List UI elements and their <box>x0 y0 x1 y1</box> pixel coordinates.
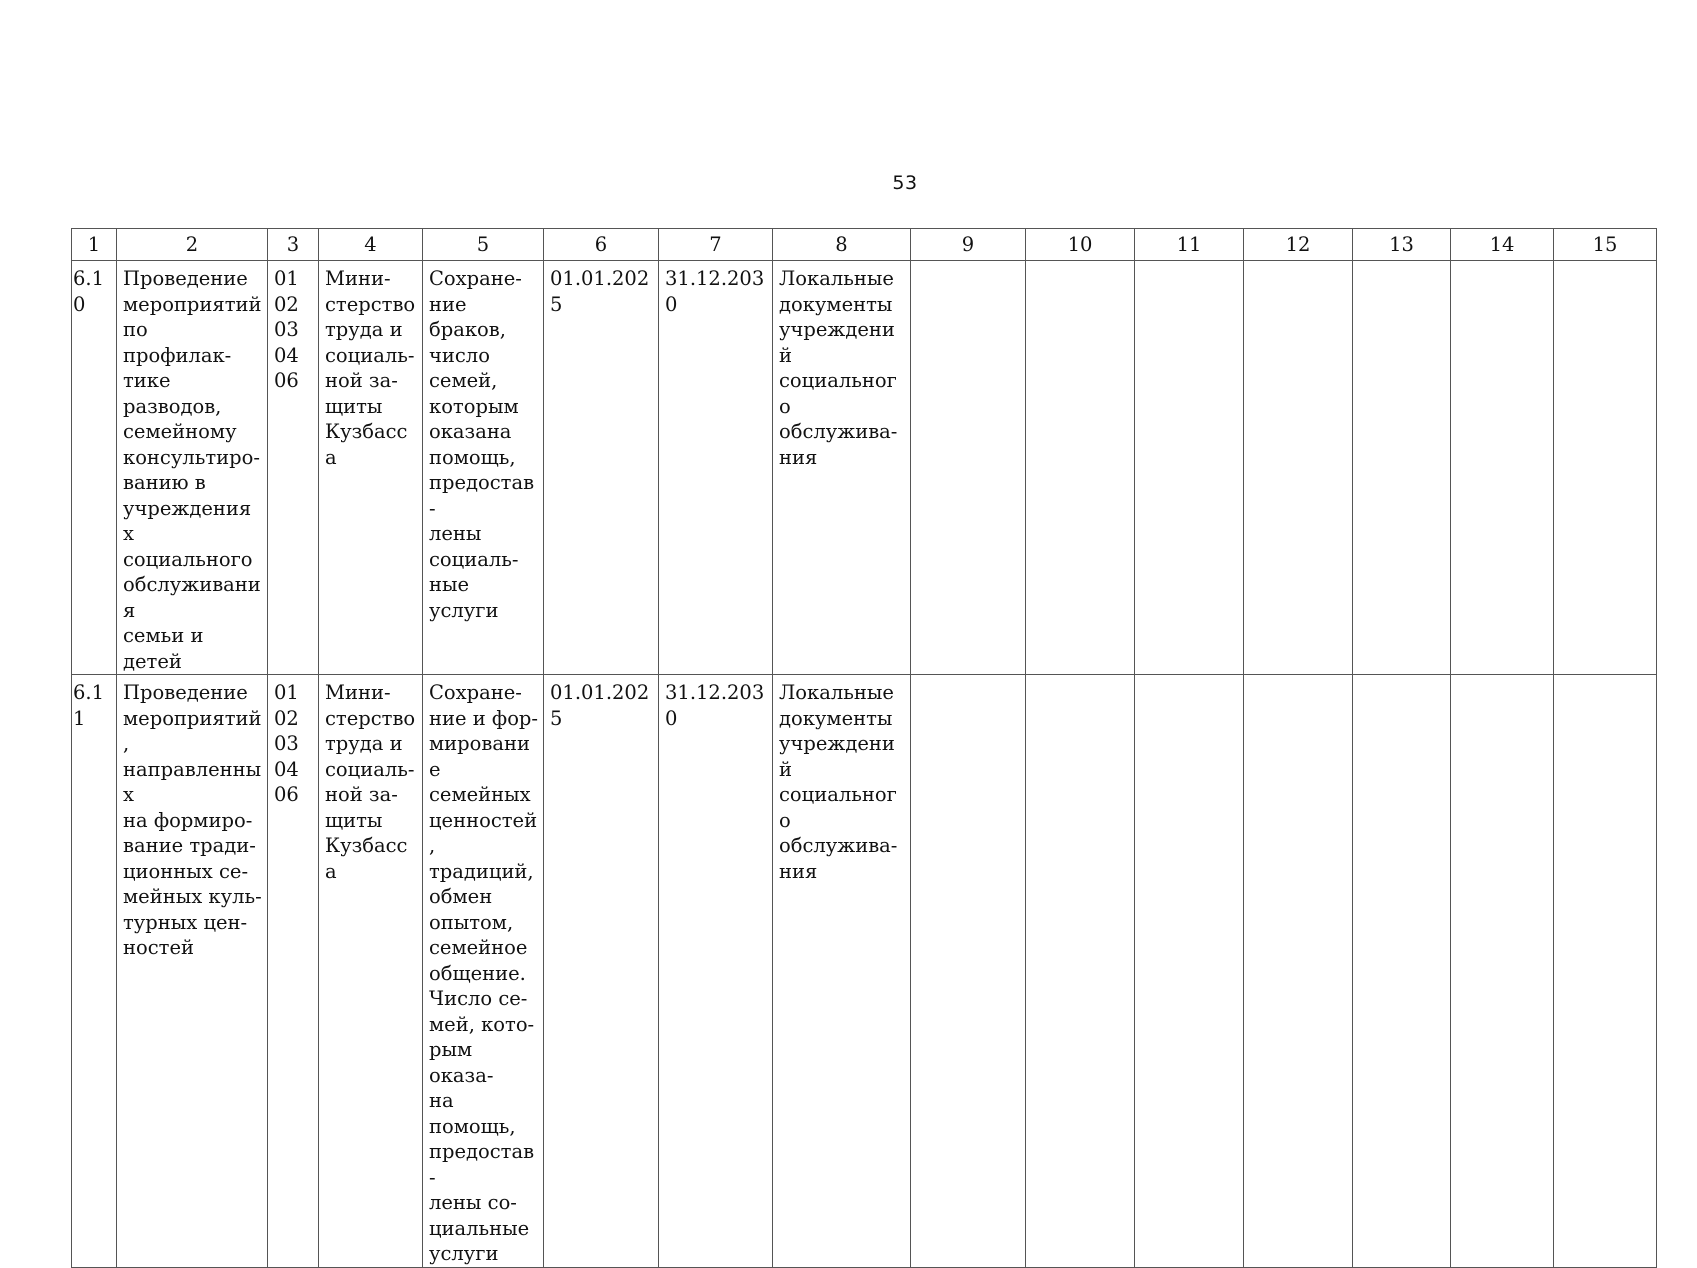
empty-cell <box>1353 675 1451 1268</box>
column-header: 4 <box>319 229 423 261</box>
empty-cell <box>1353 261 1451 675</box>
empty-cell <box>1244 675 1353 1268</box>
table-row <box>72 261 1657 675</box>
column-header: 6 <box>544 229 659 261</box>
result-cell: Сохране- ние браков, число семей, которым оказана помощь, предостав- лены социаль- ные услуги <box>423 261 544 675</box>
table-row <box>72 675 1657 1268</box>
row-number: 6.10 <box>72 261 117 675</box>
empty-cell <box>1451 261 1554 675</box>
documents-cell: Локальные документы учреждений социального обслужива- ния <box>773 675 911 1268</box>
column-header: 11 <box>1135 229 1244 261</box>
end-date-cell: 31.12.2030 <box>659 261 773 675</box>
executor-cell: Мини- стерство труда и социаль- ной за- щиты Кузбасса <box>319 675 423 1268</box>
documents-cell: Локальные документы учреждений социального обслужива- ния <box>773 261 911 675</box>
column-header: 8 <box>773 229 911 261</box>
column-header: 7 <box>659 229 773 261</box>
empty-cell <box>1135 261 1244 675</box>
empty-cell <box>1026 261 1135 675</box>
result-cell: Сохране- ние и фор- мирование семейных ценностей, традиций, обмен опытом, семейное общение. Число се- мей, кото- рым оказа- на помощь, предостав- лены со- циальные услуги <box>423 675 544 1268</box>
column-header: 2 <box>117 229 268 261</box>
empty-cell <box>1244 261 1353 675</box>
column-header: 3 <box>268 229 319 261</box>
empty-cell <box>911 261 1026 675</box>
empty-cell <box>1554 261 1657 675</box>
codes-cell: 01 02 03 04 06 <box>268 261 319 675</box>
empty-cell <box>1554 675 1657 1268</box>
column-header: 14 <box>1451 229 1554 261</box>
page-number: 53 <box>892 172 918 194</box>
end-date-cell: 31.12.2030 <box>659 675 773 1268</box>
start-date-cell: 01.01.2025 <box>544 261 659 675</box>
row-number: 6.11 <box>72 675 117 1268</box>
empty-cell <box>1026 675 1135 1268</box>
column-header: 12 <box>1244 229 1353 261</box>
column-header: 9 <box>911 229 1026 261</box>
column-header: 5 <box>423 229 544 261</box>
event-cell: Проведение мероприятий по профилак- тике разводов, семейному консультиро- ванию в учреждениях социального обслуживания семьи и детей <box>117 261 268 675</box>
executor-cell: Мини- стерство труда и социаль- ной за- щиты Кузбасса <box>319 261 423 675</box>
empty-cell <box>911 675 1026 1268</box>
event-cell: Проведение мероприятий, направленных на формиро- вание тради- ционных се- мейных куль- турных цен- ностей <box>117 675 268 1268</box>
column-header: 10 <box>1026 229 1135 261</box>
column-header: 1 <box>72 229 117 261</box>
plan-table <box>71 228 1657 1268</box>
empty-cell <box>1135 675 1244 1268</box>
table-header-row <box>72 229 1657 261</box>
column-header: 15 <box>1554 229 1657 261</box>
column-header: 13 <box>1353 229 1451 261</box>
codes-cell: 01 02 03 04 06 <box>268 675 319 1268</box>
start-date-cell: 01.01.2025 <box>544 675 659 1268</box>
empty-cell <box>1451 675 1554 1268</box>
